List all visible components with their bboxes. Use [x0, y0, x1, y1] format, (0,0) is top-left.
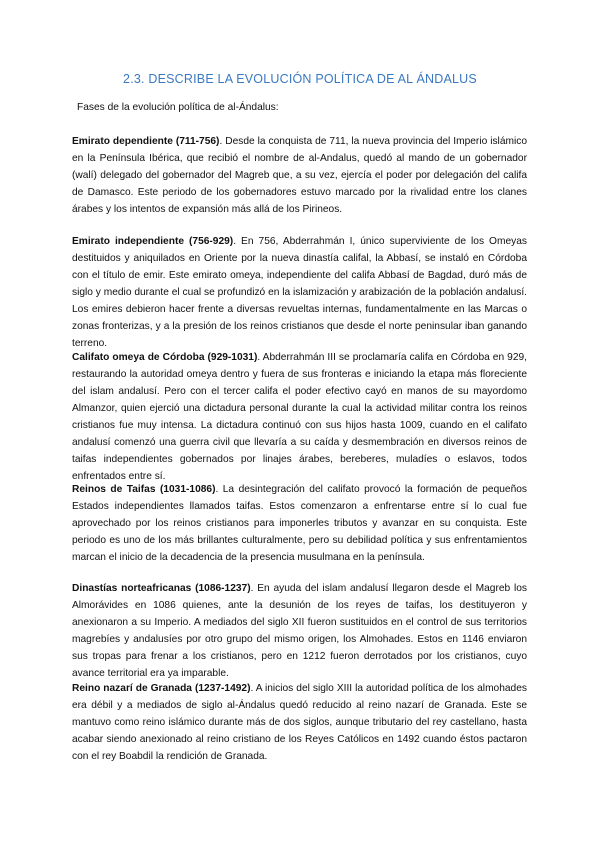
section-heading: Emirato independiente (756-929) [72, 236, 234, 247]
section-body: . Abderrahmán III se proclamaría califa en Córdoba en 929, restaurando la autoridad omeya dentro y fuera de sus fronteras e iniciando la etapa más floreciente del islam andalusí. Pero con el tercer califa el poder efectivo cayó en manos de su mayordomo Almanzor, quien ejerció una dictadura personal durante la cual la actividad militar contra los reinos cristianos fue muy intensa. La dictadura continuó con sus hijos hasta 1009, cuando en el califato andalusí comenzó una guerra civil que llevaría a su caída y desmembración en diversos reinos de taifas independientes gobernados por linajes árabes, bereberes, muladíes o eslavos, todos enfrentados entre sí. [72, 352, 527, 482]
section-emirato-dependiente [72, 133, 527, 218]
section-heading: Califato omeya de Córdoba (929-1031) [72, 352, 258, 363]
section-dinastias-norteafricanas [72, 580, 527, 682]
section-heading: Emirato dependiente (711-756) [72, 136, 220, 147]
section-emirato-independiente [72, 233, 527, 352]
section-body: . A inicios del siglo XIII la autoridad política de los almohades era débil y a mediados de siglo al-Ándalus quedó reducido al reino nazarí de Granada. Este se mantuvo como reino islámico durante más de dos siglos, aunque tributario del rey castellano, hasta acabar siendo anexionado al reino cristiano de los Reyes Católicos en 1492 cuando éstos pactaron con el rey Boabdil la rendición de Granada. [72, 683, 527, 762]
section-heading: Reino nazarí de Granada (1237-1492) [72, 683, 251, 694]
section-heading: Dinastías norteafricanas (1086-1237) [72, 583, 251, 594]
section-taifas [72, 481, 527, 566]
section-body: . Desde la conquista de 711, la nueva provincia del Imperio islámico en la Península Ibérica, que recibió el nombre de al-Andalus, quedó al mando de un gobernador (walí) delegado del gobernador del Magreb que, a su vez, ejercía el poder por delegación del califa de Damasco. Este periodo de los gobernadores estuvo marcado por la rivalidad entre los clanes árabes y los intentos de expansión más allá de los Pirineos. [72, 136, 527, 215]
section-reino-nazari [72, 680, 527, 765]
page-title: 2.3. DESCRIBE LA EVOLUCIÓN POLÍTICA DE AL ÁNDALUS [123, 72, 477, 86]
section-califato [72, 349, 527, 485]
section-heading: Reinos de Taifas (1031-1086) [72, 484, 216, 495]
intro-text: Fases de la evolución política de al-Ándalus: [77, 102, 279, 113]
section-body: . En ayuda del islam andalusí llegaron desde el Magreb los Almorávides en 1086 quienes, ante la desunión de los reyes de taifas, los destituyeron y anexionaron a su Imperio. A mediados del siglo XII fueron sustituidos en el control de sus territorios magrebíes y andalusíes por otro grupo del mismo origen, los Almohades. Estos en 1146 enviaron sus tropas para frenar a los cristianos, pero en 1212 fueron derrotados por los cristianos, cuyo avance territorial era ya imparable. [72, 583, 527, 679]
section-body: . La desintegración del califato provocó la formación de pequeños Estados independientes llamados taifas. Estos comenzaron a enfrentarse entre sí lo cual fue aprovechado por los reinos cristianos para imponerles tributos y avanzar en su conquista. Este periodo es uno de los más brillantes culturalmente, pero su debilidad política y sus enfrentamientos marcan el inicio de la decadencia de la presencia musulmana en la península. [72, 484, 527, 563]
section-body: . En 756, Abderrahmán I, único superviviente de los Omeyas destituidos y aniquilados en Oriente por la nueva dinastía califal, la Abbasí, se instaló en Córdoba con el título de emir. Este emirato omeya, independiente del califa Abbasí de Bagdad, duró más de siglo y medio durante el cual se profundizó en la islamización y arabización de la población andalusí. Los emires debieron hacer frente a diversas revueltas internas, fundamentalmente en las Marcas o zonas fronterizas, y a la presión de los reinos cristianos que desde el norte peninsular iban ganando terreno. [72, 236, 527, 349]
